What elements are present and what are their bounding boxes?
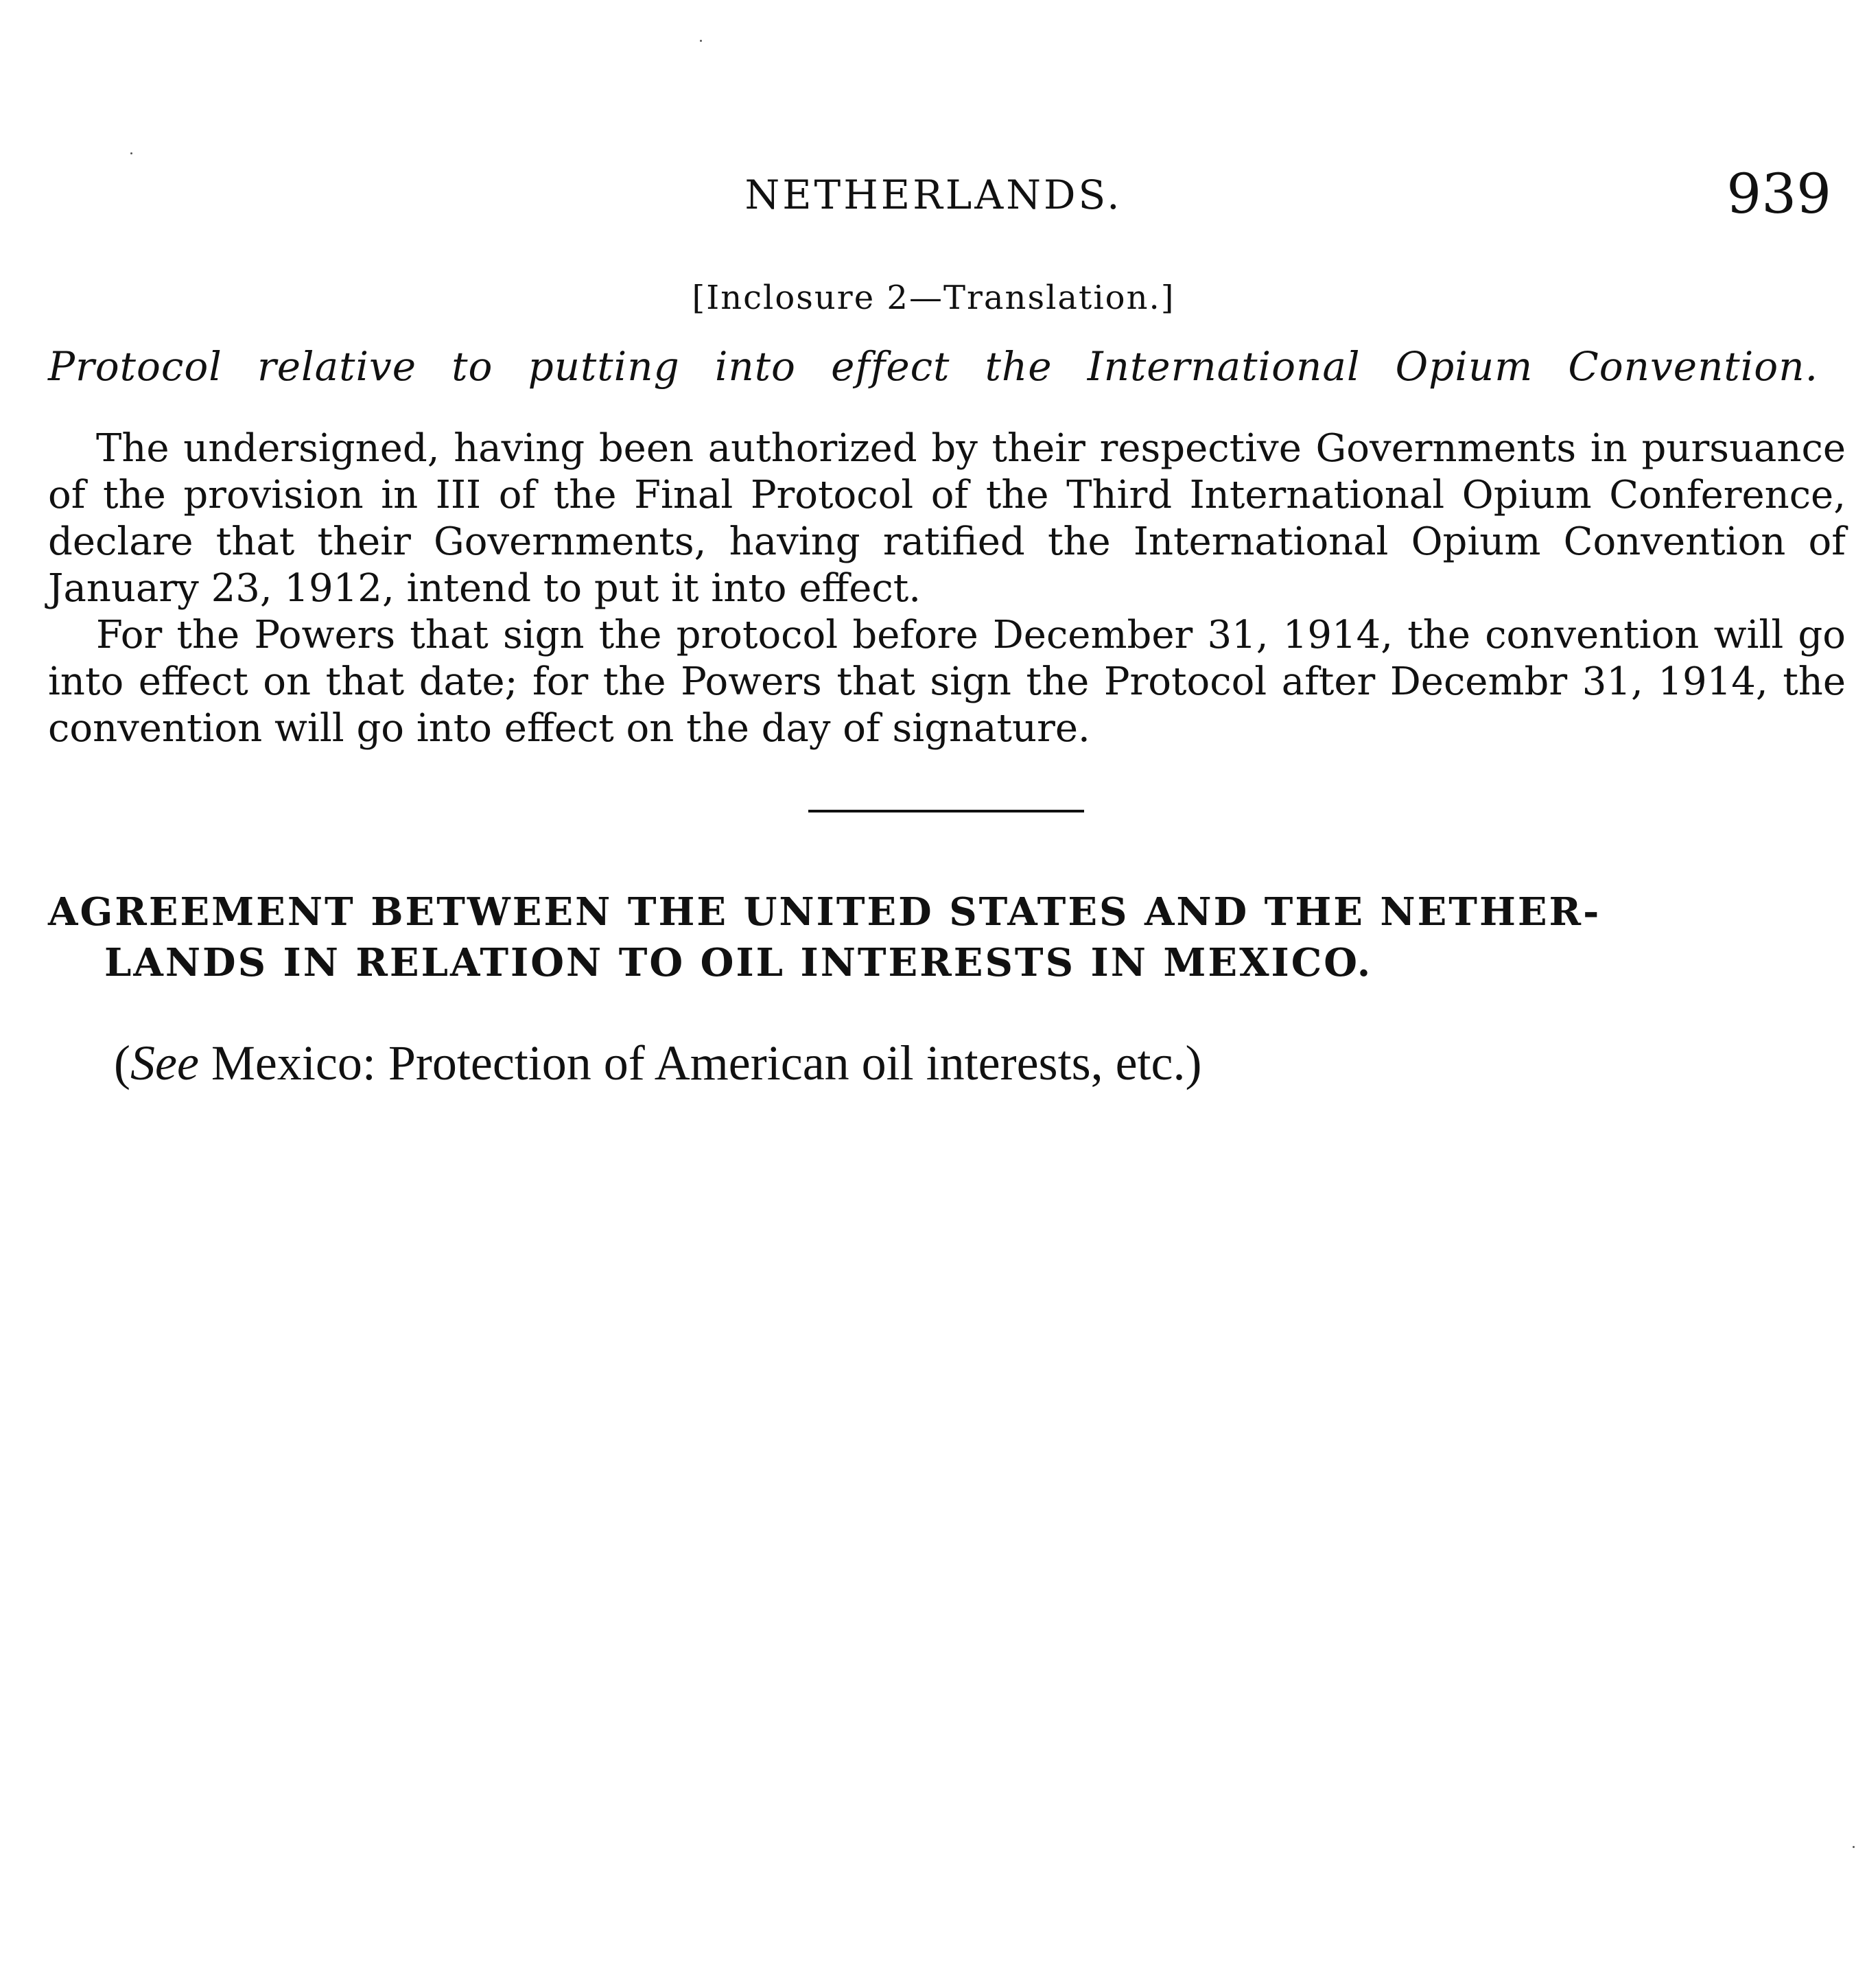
- running-head: [0, 162, 1867, 224]
- scan-speck: [1853, 1846, 1855, 1848]
- body-text: [48, 425, 1846, 752]
- note-see-word: See: [130, 1036, 199, 1090]
- paragraph: For the Powers that sign the protocol before December 31, 1914, the convention will go into effect on that date; for the Powers that sign the Protocol after Decembr 31, 1914, the convention will go into effect on the day of signature.: [48, 613, 1846, 751]
- agreement-heading-line: LANDS IN RELATION TO OIL INTERESTS IN MEXICO.: [104, 940, 1373, 985]
- protocol-title: Protocol relative to putting into effect the International Opium Convention.: [48, 343, 1818, 390]
- cross-reference-note: [114, 1035, 1202, 1092]
- scan-speck: [130, 152, 132, 154]
- paragraph: The undersigned, having been authorized by their respective Governments in pursuance of the provision in III of the Final Protocol of the Third International Opium Conference, declare that their Governments, having ratified the International Opium Convention of January 23, 1912, intend to put it into effect.: [48, 426, 1846, 611]
- page-number: 939: [1726, 162, 1831, 226]
- agreement-heading: [48, 887, 1846, 988]
- scan-speck: [700, 40, 702, 42]
- inclosure-label: [Inclosure 2—Translation.]: [692, 279, 1175, 317]
- agreement-heading-line: AGREEMENT BETWEEN THE UNITED STATES AND THE NETHER-: [48, 889, 1601, 935]
- note-text: Mexico: Protection of American oil interests, etc.): [198, 1036, 1202, 1090]
- note-open-paren: (: [114, 1036, 130, 1090]
- running-title: NETHERLANDS.: [744, 172, 1123, 218]
- section-divider: [808, 810, 1084, 812]
